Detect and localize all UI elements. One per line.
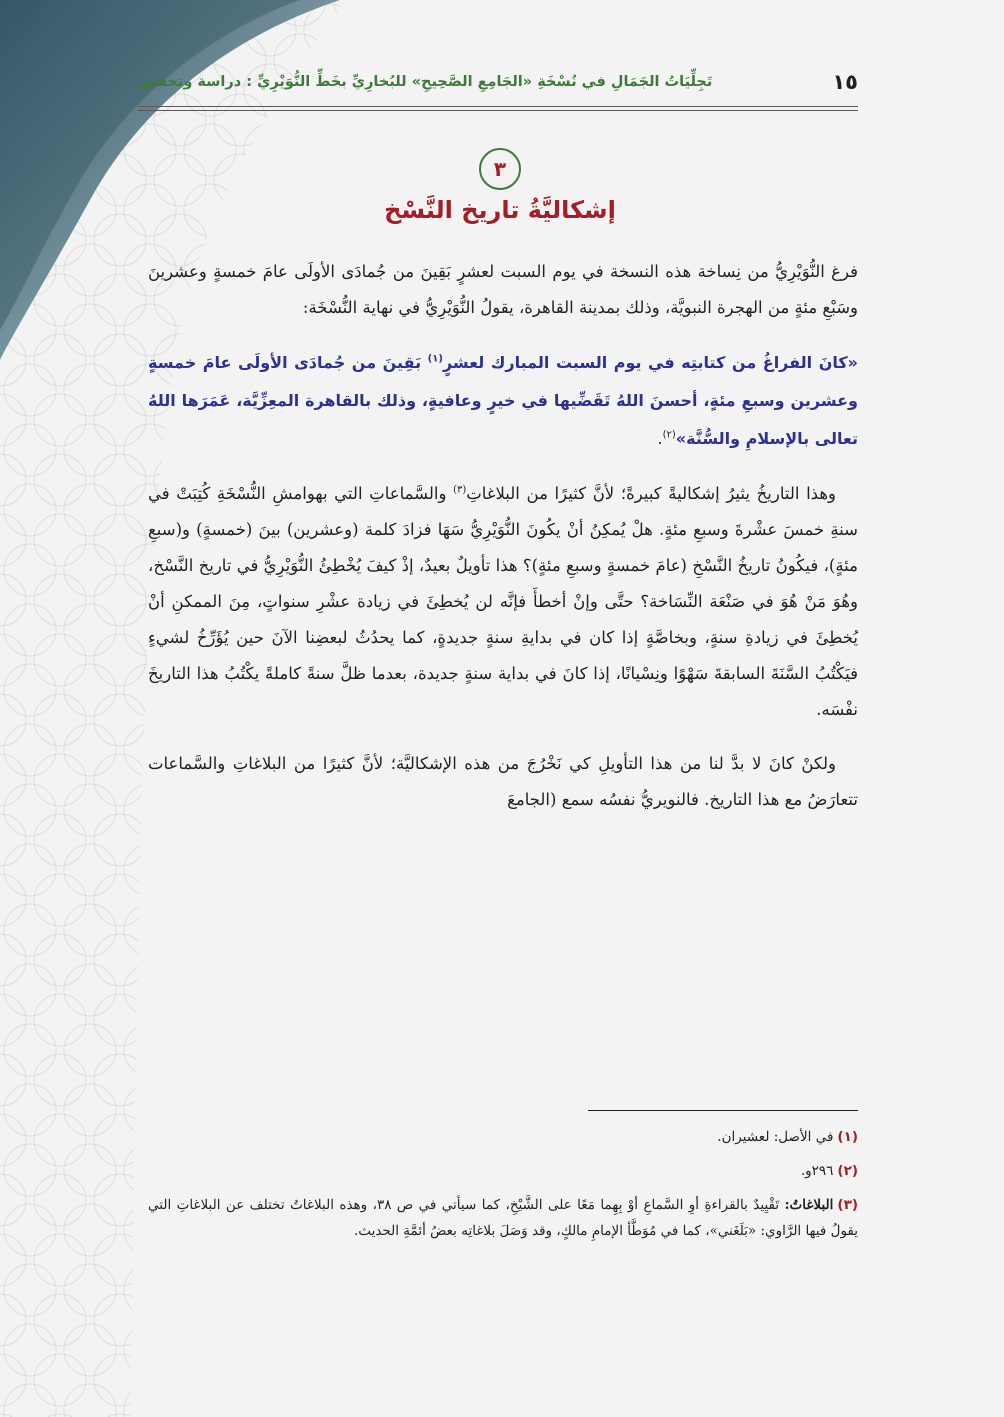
footnote-ref[interactable]: (٣) bbox=[453, 484, 467, 496]
body-text bbox=[148, 254, 858, 818]
quote-text: «كانَ الفراغُ من كتابتِه في يوم السبت المبارك لعشرٍ bbox=[442, 353, 859, 372]
paragraph-text: وهذا التاريخُ يثيرُ إشكاليةً كبيرةً؛ لأنَّ كثيرًا من البلاغاتِ bbox=[466, 484, 836, 503]
footnote bbox=[148, 1192, 858, 1244]
header-rule bbox=[138, 110, 858, 111]
page-number: ١٥ bbox=[832, 70, 858, 94]
quote-text: بَقِينَ من جُمادَى الأولَى عامَ خمسةٍ وعشرين وسبعِ مئةٍ، أحسنَ اللهُ تَقَضِّيها في خيرٍ وعافيةٍ، وذلك بالقاهرة المعِزِّيَّة، عَمَرَها اللهُ تعالى بالإسلامِ والسُّنَّة» bbox=[148, 353, 858, 448]
section-title: إشكاليَّةُ تاريخ النَّسْخ bbox=[384, 196, 616, 224]
footnotes bbox=[148, 1124, 858, 1252]
paragraph: فرغ النُّوَيْرِيُّ من نِساخة هذه النسخة في يوم السبت لعشرٍ بَقِينَ من جُمادَى الأولَى عامَ خمسةٍ وعشرينَ وسَبْعِ مئةٍ من الهجرة النبويَّة، وذلك بمدينة القاهرة، يقولُ النُّوَيْرِيُّ في نهاية النُّسْخَة: bbox=[148, 262, 858, 317]
paragraph: ولكنْ كانَ لا بدَّ لنا من هذا التأويلِ كي نَخْرُجَ من هذه الإشكاليَّة؛ لأنَّ كثيرًا من البلاغاتِ والسَّماعات تتعارَضُ مع هذا التاريخ. فالنويريُّ نفسُه سمع (الجامعَ bbox=[148, 754, 858, 809]
footnote-separator bbox=[588, 1110, 858, 1111]
footnote-ref[interactable]: (١) bbox=[427, 353, 443, 365]
quotation bbox=[148, 344, 858, 458]
footnote-ref[interactable]: (٢) bbox=[662, 429, 676, 441]
footnote-term: البلاغاتُ: bbox=[784, 1197, 834, 1213]
running-title: تَجِلِّيَاتُ الجَمَالِ في نُسْخَةِ «الجَامِعِ الصَّحِيحِ» للبُخارِيِّ بخَطِّ النُّوَيْرِيِّ : دراسة وتحقيق bbox=[138, 74, 713, 90]
footnote-text: ٢٩٦و. bbox=[800, 1163, 834, 1179]
footnote bbox=[148, 1124, 858, 1150]
footnote-text: في الأصل: لعشيران. bbox=[717, 1129, 834, 1145]
footnote bbox=[148, 1158, 858, 1184]
page-header bbox=[138, 62, 858, 102]
footnote-text: تَقْيِيدٌ بالقراءةِ أوِ السَّماعِ أوْ بِهِما مَعًا على الشَّيْخِ، كما سيأتي في ص ٣٨، وهذه البلاغاتُ تختلف عن البلاغاتِ التي يقولُ فيها الرَّاوي: «بَلَغَني»، كما في مُوَطَّأ الإمامِ مالكٍ، وقد وَصَلَ بلاغاتِه بعضُ أئمَّةِ الحديث. bbox=[148, 1197, 858, 1239]
quote-end: . bbox=[657, 429, 663, 448]
footnote-number: (١) bbox=[837, 1129, 858, 1145]
footnote-number: (٢) bbox=[837, 1163, 858, 1179]
paragraph-text: والسَّماعاتِ التي بهوامشِ النُّسْخَةِ كُتِبَتْ في سنةِ خمسَ عشْرةَ وسبعِ مئةٍ. هلْ يُمكِنُ أنْ يكُونَ النُّوَيْرِيُّ سَهَا فزادَ كلمة (وعشرين) بينَ (خمسةٍ) و(سبعِ مئةٍ)، فيكُونُ تاريخُ النَّسْخِ (عامَ خمسةٍ وسبعِ مئةٍ)؟ هذا تأويلٌ بعيدٌ، إذْ كيفَ يُخْطِئُ النُّوَيْرِيُّ في تاريخ النَّسْخ، وهُوَ مَنْ هُوَ في صَنْعَة النِّسَاخة؟ حتَّى وإنْ أخطأَ فإنَّه لن يُخطِئَ في زيادة عشْرِ سنواتٍ، مِنَ الممكنِ أنْ يُخطِئَ في زيادةِ سنةٍ، وبخاصَّةٍ إذا كان في بدايةِ سنةٍ جديدةٍ، كما يحدُثُ لبعضِنا الآنَ حين يُؤَرِّخُ لشيءٍ فيَكْتُبُ السَّنَةَ السابقةَ سَهْوًا ونِسْيانًا، إذا كانَ في بداية سنةٍ جديدة، بعدما ظلَّ سنةً كاملةً يكْتُبُ هذا التاريخَ نفْسَه. bbox=[148, 484, 858, 719]
paragraph bbox=[148, 476, 858, 728]
header-rule bbox=[138, 106, 858, 107]
footnote-number: (٣) bbox=[837, 1197, 859, 1213]
section-number-badge: ٣ bbox=[479, 148, 521, 190]
